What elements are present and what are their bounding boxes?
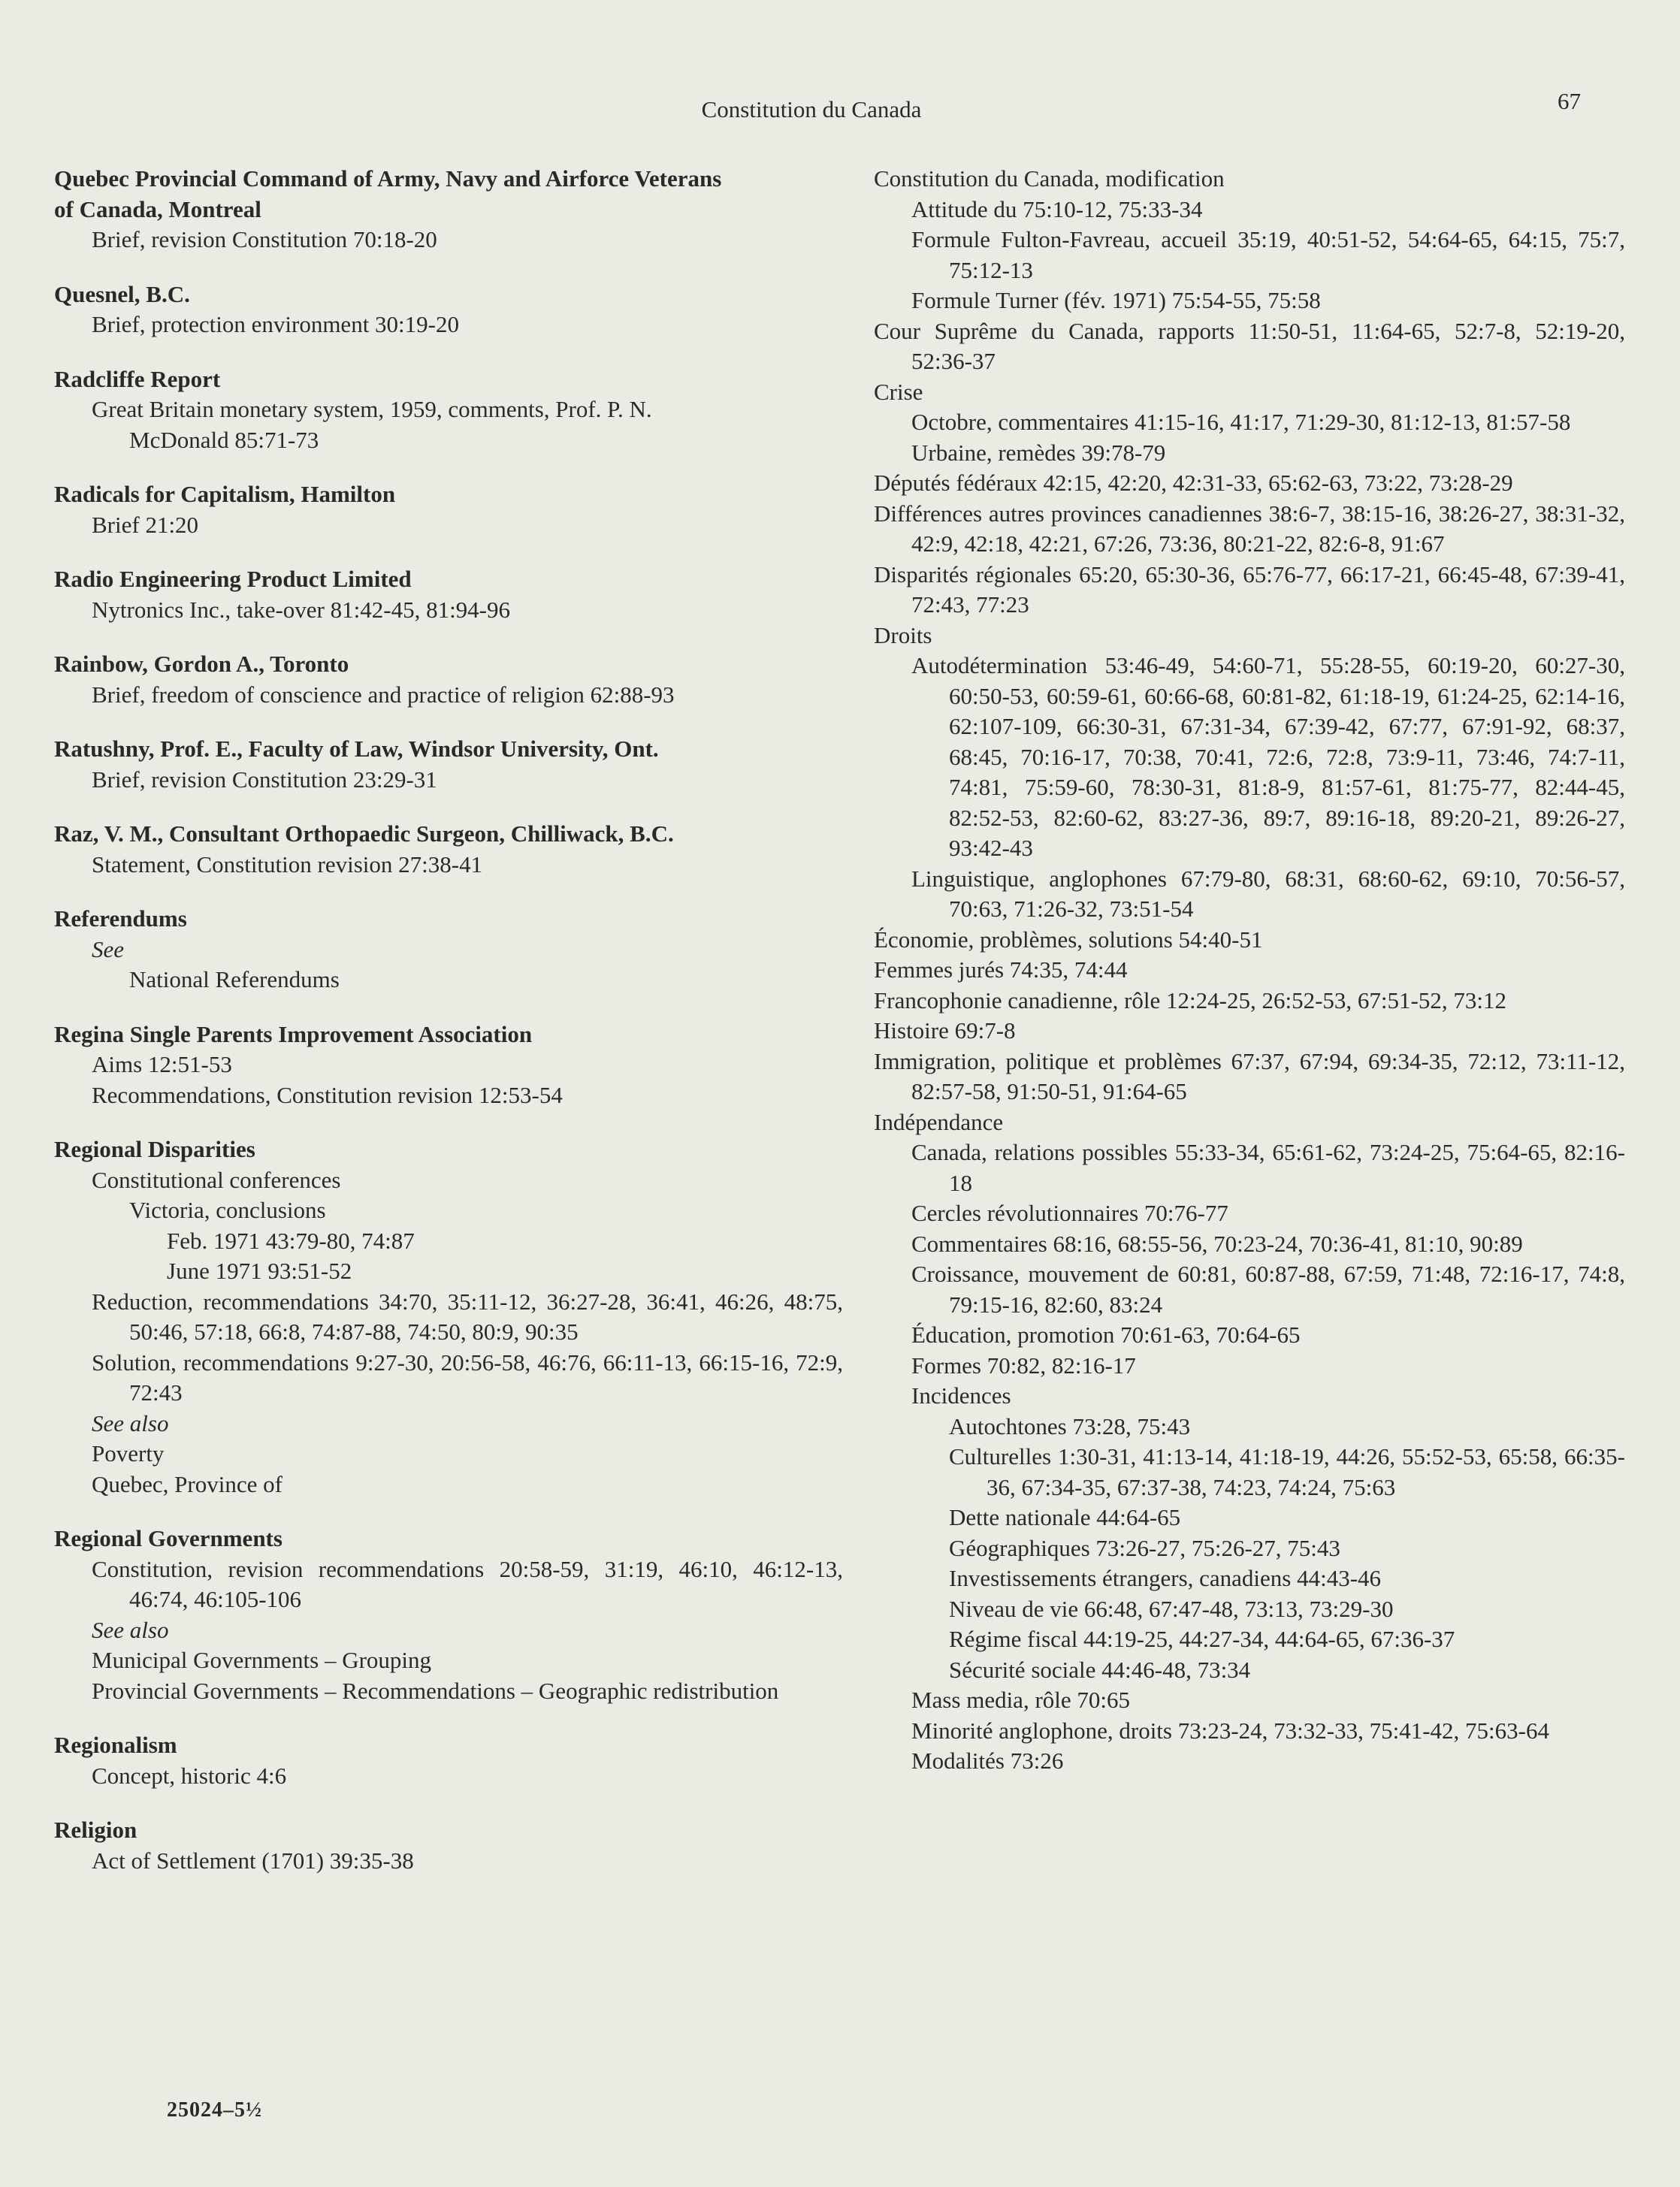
index-entry-line: Histoire 69:7-8 [874,1017,1016,1044]
index-entry [54,479,843,540]
subentry-line: Minorité anglophone, droits 73:23-24, 73:32-33, 75:41-42, 75:63-64 [911,1717,1549,1744]
index-entry [54,649,843,710]
subentry-line: Investissements étrangers, canadiens 44:43-46 [949,1565,1382,1591]
subentry-line: Attitude du 75:10-12, 75:33-34 [911,195,1203,222]
subentry-line: Croissance, mouvement de 60:81, 60:87-88, 67:59, 71:48, 72:16-17, 74:8, 79:15-16, 82:60, 83:24 [911,1261,1625,1318]
subentry-line: Recommendations, Constitution revision 12:53-54 [92,1081,563,1108]
index-entry [54,734,843,795]
subentry-line: Culturelles 1:30-31, 41:13-14, 41:18-19, 44:26, 55:52-53, 65:58, 66:35-36, 67:34-35, 67:37-38, 74:23, 74:24, 75:63 [949,1443,1625,1500]
subentry-line: Éducation, promotion 70:61-63, 70:64-65 [911,1322,1301,1348]
subentry-line: Octobre, commentaires 41:15-16, 41:17, 71:29-30, 81:12-13, 81:57-58 [911,409,1571,435]
index-entry-line: Constitution du Canada, modification [874,165,1225,192]
index-entry [54,1134,843,1500]
page-number: 67 [1558,88,1581,114]
subentry-line: Brief, protection environment 30:19-20 [92,311,459,337]
index-entry-line: Différences autres provinces canadiennes 38:6-7, 38:15-16, 38:26-27, 38:31-32, 42:9, 42:18, 42:21, 67:26, 73:36, 80:21-22, 82:6-8, 91:67 [874,500,1625,557]
subentry-line: Nytronics Inc., take-over 81:42-45, 81:94-96 [92,596,511,623]
subentry-line: Dette nationale 44:64-65 [949,1504,1181,1530]
subentry-line: Formule Turner (fév. 1971) 75:54-55, 75:58 [911,287,1321,313]
subentry-line: Feb. 1971 43:79-80, 74:87 [167,1227,415,1254]
subentry-line: Aims 12:51-53 [92,1051,232,1077]
subentry-line: Solution, recommendations 9:27-30, 20:56-58, 46:76, 66:11-13, 66:15-16, 72:9, 72:43 [92,1349,843,1406]
subentry-line: Victoria, conclusions [129,1197,326,1223]
index-entry-line: Femmes jurés 74:35, 74:44 [874,956,1128,983]
index-entry [54,1524,843,1706]
cross-reference-label: See [92,935,125,962]
subentry-line: Régime fiscal 44:19-25, 44:27-34, 44:64-65, 67:36-37 [949,1626,1455,1652]
index-entry [54,1019,843,1111]
left-index-column [54,164,843,1900]
subentry-line: Brief, revision Constitution 23:29-31 [92,766,437,793]
entry-heading: Radio Engineering Product Limited [54,566,412,592]
index-entry [54,819,843,880]
subentry-line: Sécurité sociale 44:46-48, 73:34 [949,1656,1251,1683]
footer-print-code: 25024–5½ [167,2098,262,2122]
entry-heading: Quesnel, B.C. [54,280,190,307]
subentry-line: Constitutional conferences [92,1166,341,1193]
subentry-line: Great Britain monetary system, 1959, comments, Prof. P. N. [92,396,652,422]
index-entry-line: Indépendance [874,1108,1004,1135]
index-entry-line: Économie, problèmes, solutions 54:40-51 [874,926,1263,953]
index-entry [54,164,843,255]
entry-heading: Quebec Provincial Command of Army, Navy and Airforce Veterans [54,165,722,192]
entry-heading: Raz, V. M., Consultant Orthopaedic Surgeon, Chilliwack, B.C. [54,820,674,847]
subentry-line: Canada, relations possibles 55:33-34, 65:61-62, 73:24-25, 75:64-65, 82:16-18 [911,1139,1625,1196]
subentry-line: Reduction, recommendations 34:70, 35:11-12, 36:27-28, 36:41, 46:26, 48:75, 50:46, 57:18, 66:8, 74:87-88, 74:50, 80:9, 90:35 [92,1288,843,1345]
entry-heading: Regionalism [54,1732,177,1758]
entry-heading: Regional Disparities [54,1136,255,1162]
index-entry [54,564,843,625]
index-entry [54,364,843,456]
subentry-line: Autodétermination 53:46-49, 54:60-71, 55:28-55, 60:19-20, 60:27-30, 60:50-53, 60:59-61, 60:66-68, 60:81-82, 61:18-19, 61:24-25, 62:14-16, 62:107-109, 66:30-31, 67:31-34, 67:39-42, 67:77, 67:91-92, 68:37, 68:45, 70:16-17, 70:38, 70:41, 72:6, 72:8, 73:9-11, 73:46, 74:7-11, 74:81, 75:59-60, 78:30-31, 81:8-9, 81:57-61, 81:75-77, 82:44-45, 82:52-53, 82:60-62, 83:27-36, 89:7, 89:16-18, 89:20-21, 89:26-27, 93:42-43 [911,652,1625,861]
index-entry [54,1815,843,1876]
entry-heading: Regional Governments [54,1525,283,1551]
subentry-line: Statement, Constitution revision 27:38-41 [92,850,483,878]
subentry-line: Urbaine, remèdes 39:78-79 [911,439,1166,466]
right-index-column [874,164,1625,1777]
index-entry-line: Disparités régionales 65:20, 65:30-36, 65:76-77, 66:17-21, 66:45-48, 67:39-41, 72:43, 77:23 [874,560,1625,618]
subentry-line: Formule Fulton-Favreau, accueil 35:19, 40:51-52, 54:64-65, 64:15, 75:7, 75:12-13 [911,226,1625,283]
subentry-line: Act of Settlement (1701) 39:35-38 [92,1847,414,1874]
entry-heading: Religion [54,1817,137,1843]
subentry-line: Niveau de vie 66:48, 67:47-48, 73:13, 73:29-30 [949,1595,1394,1622]
subentry-line: Linguistique, anglophones 67:79-80, 68:31, 68:60-62, 69:10, 70:56-57, 70:63, 71:26-32, 73:51-54 [911,865,1625,922]
subentry-line: Mass media, rôle 70:65 [911,1687,1131,1713]
index-entry-line: Députés fédéraux 42:15, 42:20, 42:31-33, 65:62-63, 73:22, 73:28-29 [874,470,1513,496]
entry-heading: Radcliffe Report [54,365,221,392]
index-entry-line: Droits [874,621,932,648]
entry-heading: Rainbow, Gordon A., Toronto [54,651,349,677]
entry-heading: Referendums [54,905,187,932]
index-entry-line: Cour Suprême du Canada, rapports 11:50-51, 11:64-65, 52:7-8, 52:19-20, 52:36-37 [874,317,1625,374]
subentry-line: Brief 21:20 [92,511,199,538]
subentry-line: Brief, freedom of conscience and practice of religion 62:88-93 [92,681,675,708]
subentry-line: Quebec, Province of [92,1470,283,1497]
subentry-line: Autochtones 73:28, 75:43 [949,1412,1191,1439]
subentry-line: June 1971 93:51-52 [167,1258,352,1284]
subentry-line: Concept, historic 4:6 [92,1762,287,1789]
index-entry-line: Crise [874,378,923,405]
subentry-line: Formes 70:82, 82:16-17 [911,1352,1136,1379]
cross-reference-label: See also [92,1409,169,1436]
subentry-line: Brief, revision Constitution 70:18-20 [92,226,437,252]
index-entry [54,279,843,340]
entry-heading: Regina Single Parents Improvement Association [54,1020,533,1047]
subentry-line: Poverty [92,1440,165,1467]
subentry-line: Modalités 73:26 [911,1747,1064,1774]
entry-heading: Radicals for Capitalism, Hamilton [54,481,396,507]
subentry-line: Provincial Governments – Recommendations – Geographic redistribution [92,1677,779,1704]
subentry-line: Constitution, revision recommendations 20:58-59, 31:19, 46:10, 46:12-13, 46:74, 46:105-106 [92,1555,843,1612]
entry-heading: Ratushny, Prof. E., Faculty of Law, Windsor University, Ont. [54,736,659,762]
index-entry [54,904,843,995]
subentry-line: Incidences [911,1382,1011,1409]
entry-heading: of Canada, Montreal [54,195,261,222]
index-entry-line: Immigration, politique et problèmes 67:37, 67:94, 69:34-35, 72:12, 73:11-12, 82:57-58, 91:50-51, 91:64-65 [874,1047,1625,1104]
running-header-title: Constitution du Canada [701,96,922,122]
index-entry [54,1730,843,1791]
subentry-line: Géographiques 73:26-27, 75:26-27, 75:43 [949,1534,1340,1561]
subentry-line: Commentaires 68:16, 68:55-56, 70:23-24, 70:36-41, 81:10, 90:89 [911,1230,1523,1257]
subentry-line: National Referendums [129,966,340,992]
index-entry-line: Francophonie canadienne, rôle 12:24-25, 26:52-53, 67:51-52, 73:12 [874,986,1506,1013]
subentry-line: McDonald 85:71-73 [129,426,319,453]
cross-reference-label: See also [92,1616,169,1643]
subentry-line: Cercles révolutionnaires 70:76-77 [911,1200,1228,1226]
subentry-line: Municipal Governments – Grouping [92,1647,432,1673]
